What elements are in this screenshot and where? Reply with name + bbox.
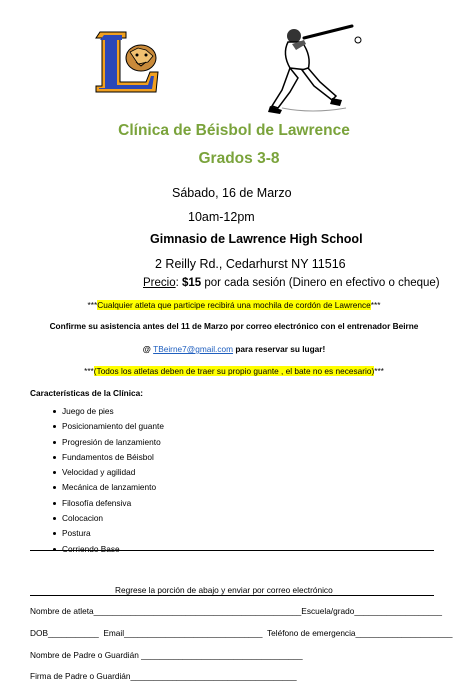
guardian-signature-field[interactable]: Firma de Padre o Guardián____________________________________ [30, 671, 297, 681]
list-item-label: Filosofía defensiva [62, 497, 132, 508]
return-instructions: Regrese la porción de abajo y enviar por correo electrónico [115, 585, 333, 595]
list-item [53, 450, 164, 465]
list-item-label: Corriendo Base [62, 543, 120, 554]
bullet-icon [53, 456, 56, 459]
list-item [53, 526, 164, 541]
list-item [53, 480, 164, 495]
event-date: Sábado, 16 de Marzo [172, 186, 292, 200]
list-item-label: Mecánica de lanzamiento [62, 482, 157, 493]
list-item-label: Postura [62, 528, 91, 539]
guardian-name-field[interactable]: Nombre de Padre o Guardián ___________________________________ [30, 650, 303, 660]
bullet-icon [53, 502, 56, 505]
list-item-label: Velocidad y agilidad [62, 467, 136, 478]
coach-email-link[interactable]: TBeirne7@gmail.com [153, 344, 234, 354]
features-list [53, 404, 164, 557]
list-item [53, 404, 164, 419]
lawrence-logo [86, 26, 176, 106]
event-time: 10am-12pm [188, 210, 255, 224]
list-item-label: Fundamentos de Béisbol [62, 451, 154, 462]
dob-email-phone-field[interactable]: DOB___________ Email______________________________ Teléfono de emergencia_____________________ [30, 628, 453, 638]
bullet-icon [53, 517, 56, 520]
features-title: Características de la Clínica: [30, 388, 143, 398]
price-label: Precio [143, 277, 176, 289]
drawstring-bag-note [0, 300, 468, 310]
list-item [53, 419, 164, 434]
list-item [53, 465, 164, 480]
glove-note-text: (Todos los atletas deben de traer su propio guante , el bate no es necesario) [93, 366, 375, 376]
list-item [53, 435, 164, 450]
asterisks: *** [84, 366, 94, 376]
email-rest: para reservar su lugar! [233, 344, 326, 354]
grades-heading: Grados 3-8 [198, 150, 280, 167]
bag-note-text: Cualquier atleta que participe recibirá una mochila de cordón de Lawrence [97, 300, 371, 310]
list-item-label: Posicionamiento del guante [62, 421, 164, 432]
confirm-attendance-note: Confirme su asistencia antes del 11 de Marzo por correo electrónico con el entrenador Beirne [49, 321, 419, 331]
divider [30, 550, 434, 551]
bullet-icon [53, 425, 56, 428]
price-line [143, 277, 440, 289]
price-amount: $15 [182, 277, 202, 289]
price-details: por cada sesión (Dinero en efectivo o cheque) [201, 277, 440, 289]
asterisks: *** [87, 300, 98, 310]
baseball-batter-illustration [262, 20, 362, 120]
event-address: 2 Reilly Rd., Cedarhurst NY 11516 [155, 257, 346, 271]
list-item-label: Progresión de lanzamiento [62, 436, 161, 447]
event-location: Gimnasio de Lawrence High School [150, 232, 363, 246]
list-item-label: Colocacion [62, 513, 104, 524]
glove-note [0, 366, 468, 376]
email-line [0, 344, 468, 354]
bullet-icon [53, 441, 56, 444]
bullet-icon [53, 532, 56, 535]
bullet-icon [53, 486, 56, 489]
email-at: @ [142, 344, 154, 354]
bullet-icon [53, 410, 56, 413]
asterisks: *** [370, 300, 381, 310]
list-item [53, 511, 164, 526]
bullet-icon [53, 471, 56, 474]
divider [30, 595, 434, 596]
clinic-title: Clínica de Béisbol de Lawrence [118, 122, 350, 139]
price-colon: : [175, 277, 182, 289]
list-item [53, 496, 164, 511]
asterisks: *** [374, 366, 384, 376]
list-item-label: Juego de pies [62, 406, 114, 416]
athlete-name-school-field[interactable]: Nombre de atleta_____________________________________________Escuela/grado___________________ [30, 606, 443, 616]
